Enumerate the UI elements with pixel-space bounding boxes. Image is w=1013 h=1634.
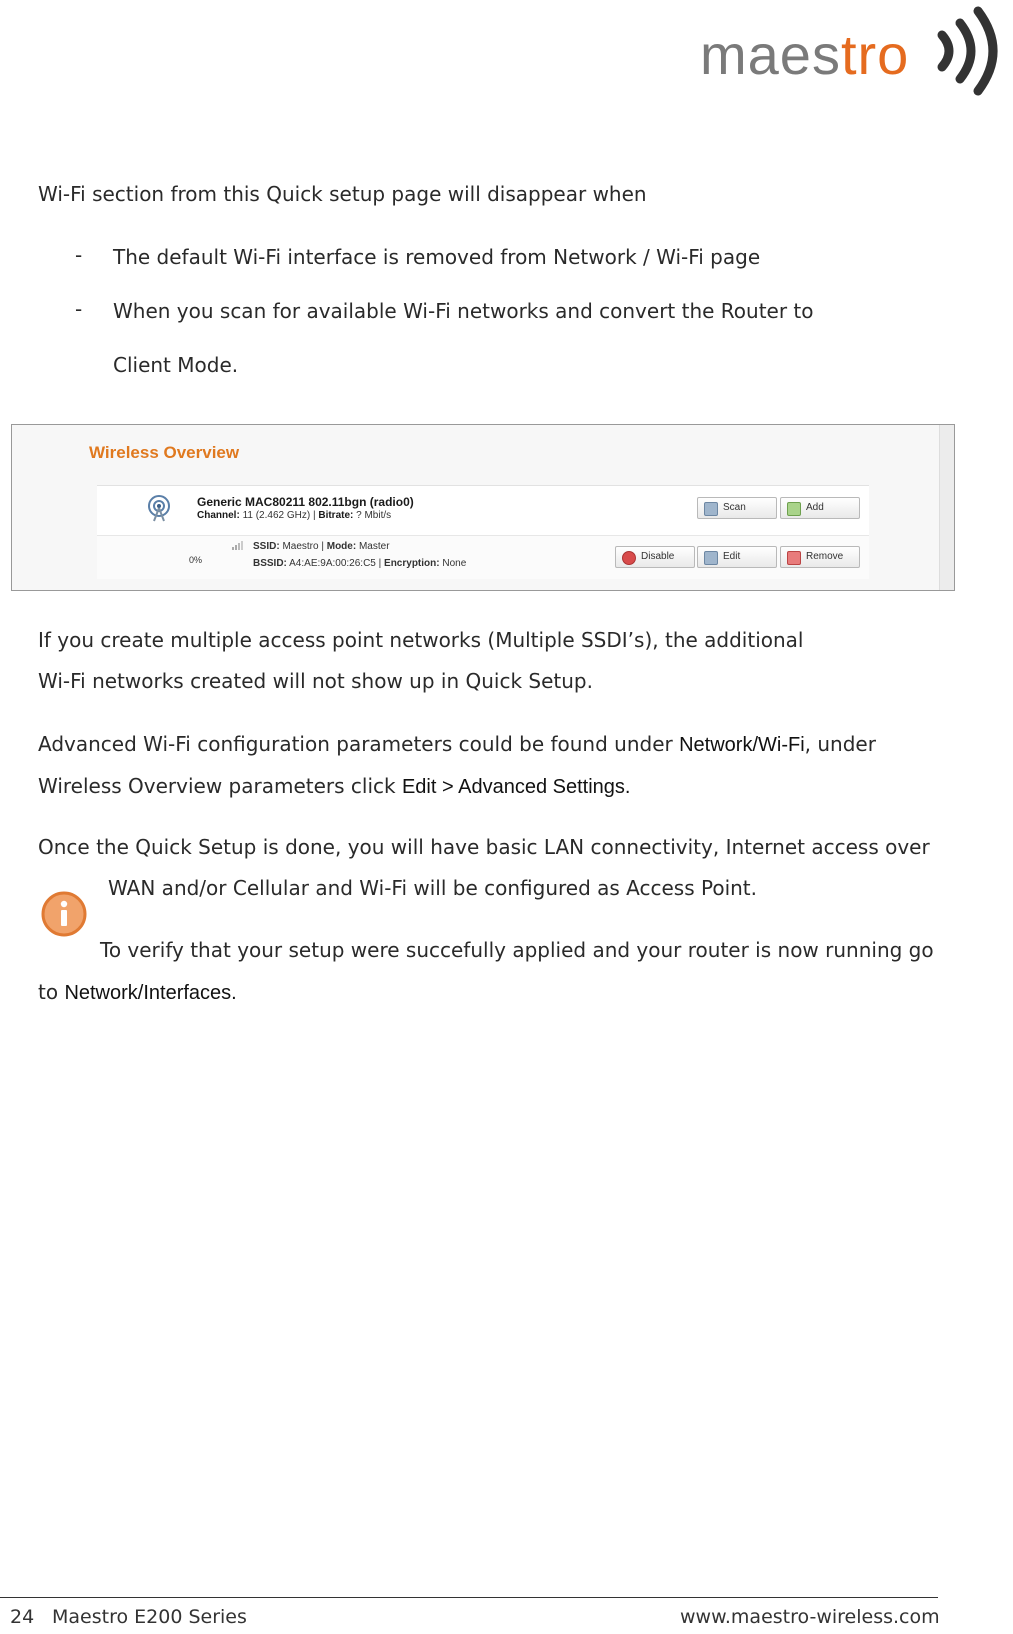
wireless-table — [97, 485, 869, 578]
panel-title: Wireless Overview — [89, 443, 240, 462]
ssid-line: SSID: Maestro | Mode: Master — [253, 541, 390, 552]
wireless-waves-icon — [932, 5, 1008, 97]
device-info: Channel: 11 (2.462 GHz) | Bitrate: ? Mbit/s — [197, 510, 392, 521]
signal-bars-icon — [232, 540, 246, 550]
radio-antenna-icon — [145, 494, 173, 522]
logo-wordmark: maestro — [700, 23, 910, 86]
bullet-item — [0, 230, 1013, 284]
edit-icon — [704, 551, 718, 565]
edit-button[interactable]: Edit — [697, 546, 777, 568]
bullet-item — [0, 284, 1013, 392]
once-line: Once the Quick Setup is done, you will have basic LAN connectivity, Internet access over — [38, 835, 930, 859]
network-wifi-path: Network/Wi-Fi — [679, 734, 805, 756]
bssid-line: BSSID: A4:AE:9A:00:26:C5 | Encryption: None — [253, 558, 467, 569]
bullet-dash: - — [75, 297, 83, 321]
website-link[interactable]: www.maestro-wireless.com — [680, 1606, 940, 1628]
multi-ap-paragraph: If you create multiple access point networks (Multiple SSDI’s), the additional Wi-Fi networks created will not show up in Quick Setup. — [38, 628, 804, 693]
bullet-dash: - — [75, 243, 83, 267]
verify-line: To verify that your setup were succefully applied and your router is now running go — [100, 938, 934, 962]
add-button[interactable]: Add — [780, 497, 860, 519]
footer-rule — [0, 1597, 938, 1598]
wireless-overview-screenshot — [11, 424, 955, 591]
remove-icon — [787, 551, 801, 565]
scan-icon — [704, 502, 718, 516]
advanced-paragraph: Advanced Wi-Fi configuration parameters could be found under Network/Wi-Fi, under Wireless Overview parameters click Edit > Advanced Settings. — [38, 732, 876, 798]
edit-advanced-path: Edit > Advanced Settings. — [401, 776, 631, 798]
device-name: Generic MAC80211 802.11bgn (radio0) — [197, 495, 414, 509]
page-number: 24 — [10, 1606, 35, 1628]
once-line-2: WAN and/or Cellular and Wi-Fi will be configured as Access Point. — [108, 876, 758, 900]
disable-icon — [622, 551, 636, 565]
maestro-logo — [700, 5, 1008, 95]
bullet-text: When you scan for available Wi-Fi networks and convert the Router to Client Mode. — [113, 299, 814, 377]
bullet-text: The default Wi-Fi interface is removed from Network / Wi-Fi page — [113, 245, 761, 269]
disable-button[interactable]: Disable — [615, 546, 695, 568]
network-interfaces-path: Network/Interfaces. — [64, 982, 237, 1004]
scrollbar[interactable] — [939, 425, 954, 590]
network-row — [97, 535, 869, 579]
info-icon — [40, 890, 88, 938]
intro-line: Wi-Fi section from this Quick setup page will disappear when — [38, 182, 647, 206]
verify-line-2: to Network/Interfaces. — [38, 980, 237, 1004]
signal-percent: 0% — [189, 555, 203, 565]
add-icon — [787, 502, 801, 516]
series-name: Maestro E200 Series — [52, 1606, 247, 1628]
scan-button[interactable]: Scan — [697, 497, 777, 519]
remove-button[interactable]: Remove — [780, 546, 860, 568]
